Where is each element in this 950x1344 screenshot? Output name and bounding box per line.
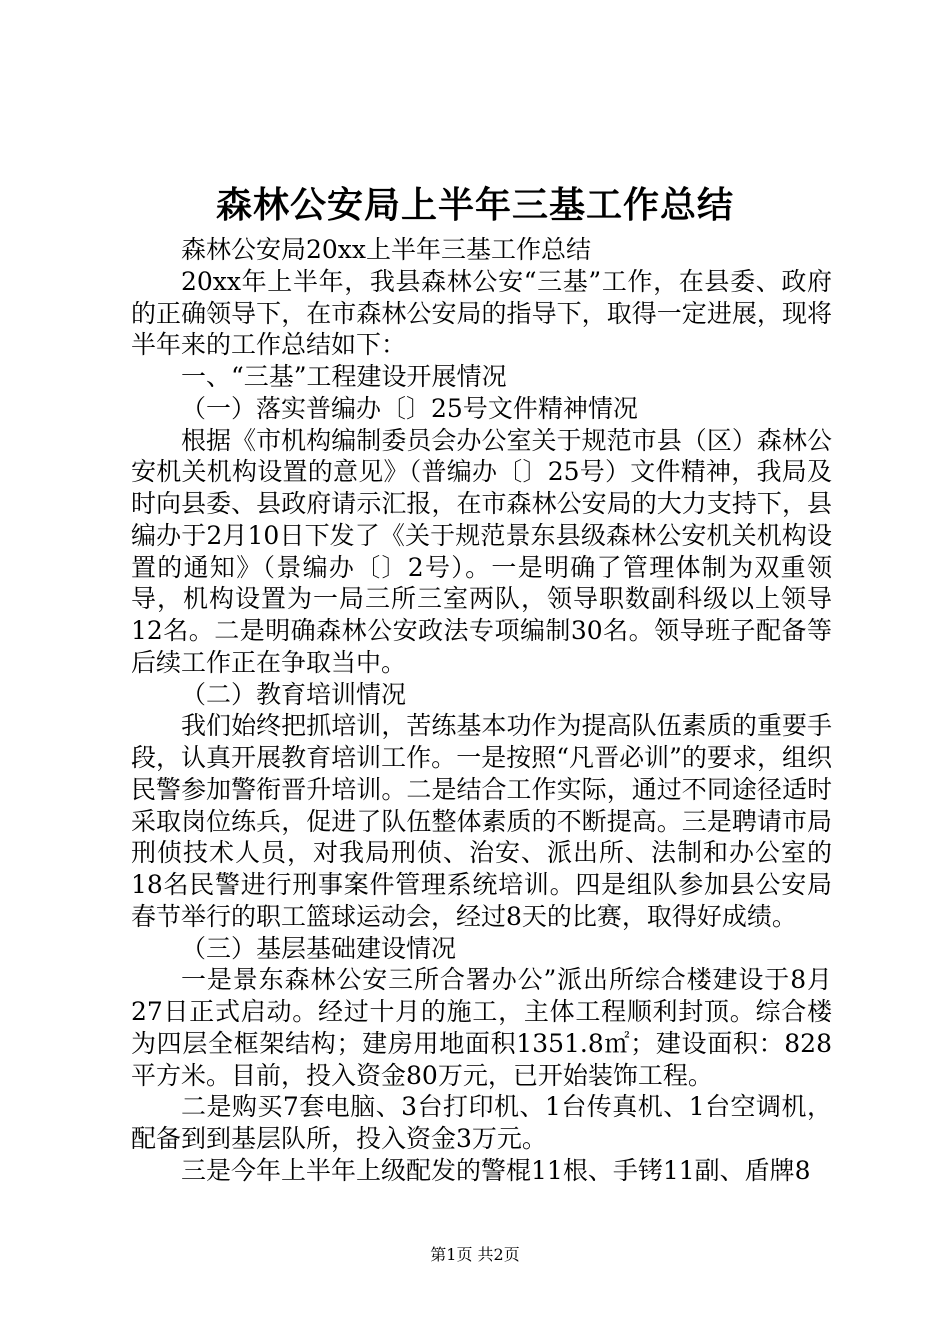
document-title: 森林公安局上半年三基工作总结 [215,185,734,226]
paragraph-infrastructure-2: 二是购买7套电脑、3台打印机、1台传真机、1台空调机，配备到到基层队所，投入资金3万元。 [131,1092,832,1153]
page-footer: 第1页 共2页 [430,1245,520,1264]
section-heading-1: 一、“三基”工程建设开展情况 [181,362,507,391]
subsection-heading-1: （一）落实普编办〔〕25号文件精神情况 [181,393,638,423]
paragraph-training: 我们始终把抓培训，苦练基本功作为提高队伍素质的重要手段，认真开展教育培训工作。一是按照“凡晋必训”的要求，组织民警参加警衔晋升培训。二是结合工作实际，通过不同途径适时采取岗位练兵，促进了队伍整体素质的不断提高。三是聘请市局刑侦技术人员，对我局刑侦、治安、派出所、法制和办公室的18名民警进行刑事案件管理系统培训。四是组队参加县公安局春节举行的职工篮球运动会，经过8天的比赛，取得好成绩。 [131,711,832,931]
subsection-heading-2: （二）教育培训情况 [181,679,407,709]
document-body [131,234,832,1187]
subsection-heading-3: （三）基层基础建设情况 [181,933,457,963]
paragraph-infrastructure-3: 三是今年上半年上级配发的警棍11根、手铐11副、盾牌8 [181,1155,811,1185]
paragraph-organization: 根据《市机构编制委员会办公室关于规范市县（区）森林公安机关机构设置的意见》（普编办〔〕25号）文件精神，我局及时向县委、县政府请示汇报，在市森林公安局的大力支持下，县编办于2月10日下发了《关于规范景东县级森林公安机关机构设置的通知》（景编办〔〕2号）。一是明确了管理体制为双重领导，机构设置为一局三所三室两队，领导职数副科级以上领导12名。二是明确森林公安政法专项编制30名。领导班子配备等后续工作正在争取当中。 [131,425,832,677]
paragraph-subtitle: 森林公安局20xx上半年三基工作总结 [181,235,592,264]
paragraph-infrastructure-1: 一是景东森林公安三所合署办公”派出所综合楼建设于8月27日正式启动。经过十月的施工，主体工程顺利封顶。综合楼为四层全框架结构；建房用地面积1351.8㎡；建设面积：828平方米。目前，投入资金80万元，已开始装饰工程。 [131,965,832,1090]
paragraph-intro: 20xx年上半年，我县森林公安“三基”工作，在县委、政府的正确领导下，在市森林公安局的指导下，取得一定进展，现将半年来的工作总结如下： [131,266,832,360]
